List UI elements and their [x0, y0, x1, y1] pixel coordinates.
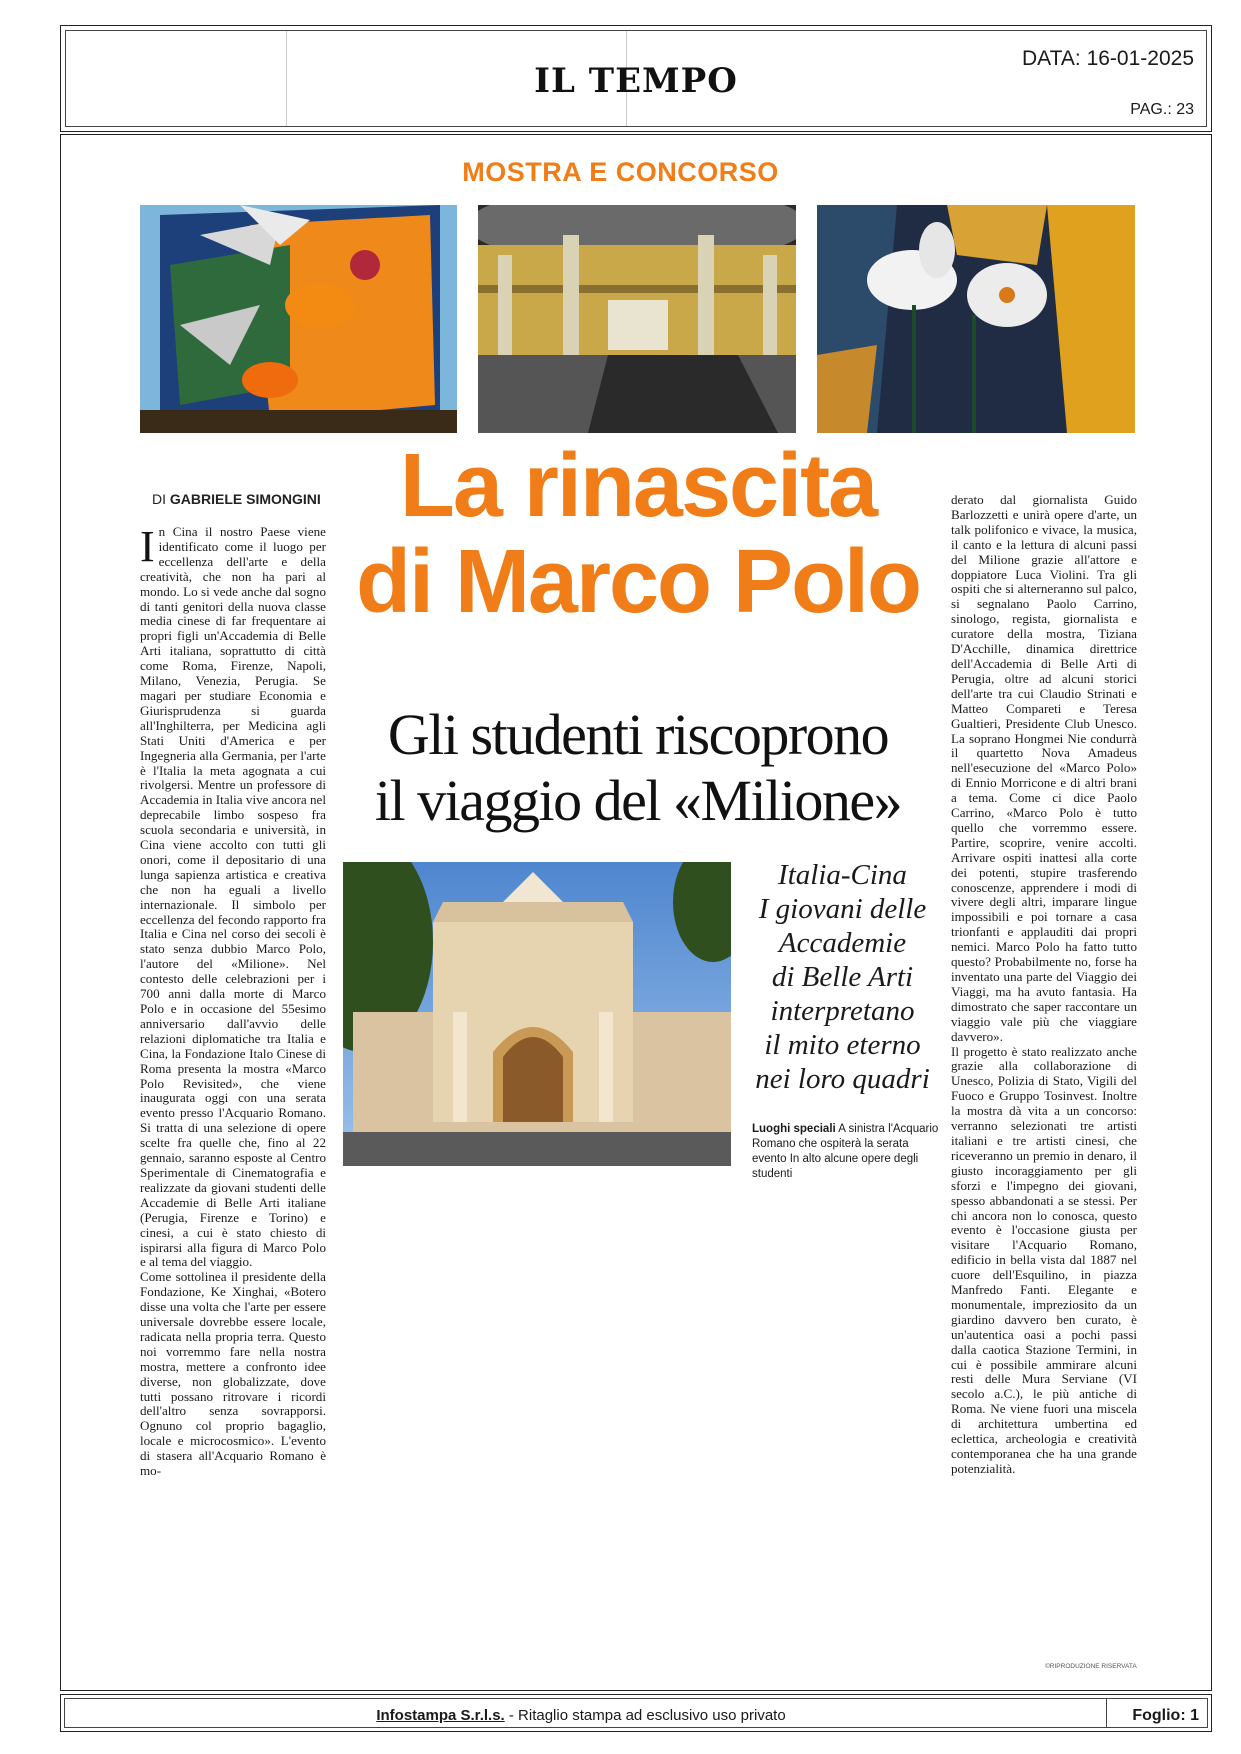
caption-text: A sinistra l'Acquario Romano che ospiterà la serata evento In alto alcune opere degli studenti [752, 1123, 939, 1180]
acquario-interior-photo [478, 205, 796, 433]
byline [152, 491, 321, 507]
byline-prefix: DI [152, 491, 166, 507]
headline-line-1: La rinascita [399, 436, 877, 536]
column-left-paragraph-2: Come sottolinea il presidente della Fondazione, Ke Xinghai, «Botero disse una volta che l'arte per essere universale dovrebbe essere locale, radicata nella propria terra. Questo noi vorremmo fare nella nostra mostra, mettere a confronto idee diverse, non globalizzate, dove tutti possano ritrovare i ricordi dell'altro senza sovrapporsi. Ognuno col proprio bagaglio, locale e microcosmico». L'evento di stasera all'Acquario Romano è mo- [140, 1269, 326, 1479]
footer-divider [1106, 1699, 1107, 1727]
column-left-paragraph-1: n Cina il nostro Paese viene identificato come il luogo per eccellenza dell'arte e della creatività, che non ha pari al mondo. Lo si vede anche dal sogno di tanti genitori della nuova classe media cinese di far frequentare ai propri figli un'Accademia di Belle Arti italiana, soprattutto di città come Roma, Firenze, Napoli, Milano, Venezia, Perugia. Se magari per studiare Economia e Giurisprudenza si guarda all'Inghilterra, per Medicina agli Stati Uniti d'America e per Ingegneria alla Germania, per l'arte è l'Italia la meta agognata a cui rivolgersi. Mentre un professore di Accademia in Italia vive ancora nel deprecabile limbo sospeso fra scuola secondaria e università, in Cina viene accolto con tutti gli onori, come il depositario di una lunga sapienza artistica e creativa che non ha eguali a livello internazionale. Il simbolo per eccellenza del fecondo rapporto fra Italia e Cina nel corso dei secoli è stato senza dubbio Marco Polo, l'autore del «Milione». Nel contesto delle celebrazioni per i 700 anni dalla morte di Marco Polo e in occasione del 55esimo anniversario dall'avvio delle relazioni diplomatiche tra Italia e Cina, la Fondazione Italo Cinese di Roma presenta la mostra «Marco Polo Revisited», che viene inaugurata oggi con una serata evento presso l'Acquario Romano. Si tratta di una selezione di opere scelte fra quelle che, fino al 22 gennaio, saranno esposte al Centro Sperimentale di Cinematografia e realizzate da giovani studenti delle Accademie di Belle Arti italiane (Perugia, Firenze e Torino) e cinesi, a cui è stato chiesto di ispirarsi alla figura di Marco Polo e al tema del viaggio. [140, 525, 326, 1270]
subheadline [338, 702, 938, 834]
pull-quote-line: il mito eterno [764, 1029, 921, 1061]
header-inner-frame [65, 30, 1207, 127]
section-kicker: MOSTRA E CONCORSO [462, 157, 779, 187]
copyright-notice: ©RIPRODUZIONE RISERVATA [1045, 1663, 1137, 1670]
artwork-white-lilies-photo [817, 205, 1135, 433]
subheadline-line-2: il viaggio del «Milione» [374, 768, 902, 833]
pull-quote-line: Italia-Cina [778, 859, 907, 891]
headline [338, 438, 938, 630]
author-name: GABRIELE SIMONGINI [169, 491, 321, 507]
publication-date: DATA: 16-01-2025 [1022, 47, 1194, 70]
column-right-paragraph-1: derato dal giornalista Guido Barlozzetti e unirà opere d'arte, un talk polifonico e vivace, la musica, il canto e la lettura di alcuni passi del Milione grazie all'attore e doppiatore Luca Violini. Tra gli ospiti che si alterneranno sul palco, si segnalano Paolo Carrino, sinologo, regista, giornalista e curatore della mostra, Tiziana D'Acchille, dinamica direttrice dell'Accademia di Belle Arti di Perugia, oltre ad alcuni storici dell'arte tra cui Claudio Strinati e Matteo Compareti e Teresa Gualtieri, Presidente Club Unesco. La soprano Hongmei Nie condurrà il quartetto Nova Amadeus nell'esecuzione del «Marco Polo» di Ennio Morricone e di altri brani a tema. Come ci dice Paolo Carrino, «Marco Polo è tutto quello che vorremmo essere. Partire, scoprire, venire accolti. Arrivare ospiti inattesi alla corte dei potenti, stupire trasferendo conoscenze, apprendere i modi di vivere degli altri, imparare lingue impossibili e poi tornare a casa trionfanti e applauditi dai propri nemici. Marco Polo ha fatto tutto questo? Probabilmente no, forse ha inventato una parte del Viaggio dei Viaggi, ma ha avuto fantasia. Ha dimostrato che saper raccontare un viaggio vale più che viaggiare davvero». [951, 493, 1137, 1044]
article-column-left [140, 525, 326, 1677]
column-right-paragraph-2: Il progetto è stato realizzato anche grazie alla collaborazione di Unesco, Polizia di Stato, Vigili del Fuoco e Gruppo Tosinvest. Inoltre la mostra dà vita a un concorso: verranno selezionati tre artisti italiani e tre artisti cinesi, che riceveranno un premio in denaro, il giusto incoraggiamento per gli sforzi e l'impegno dei giovani, spesso abbandonati a se stessi. Per chi ancora non lo conosca, questo evento è l'occasione giusta per visitare l'Acquario Romano, edificio in bella vista dal 1887 nel cuore dell'Esquilino, in piazza Manfredo Fanti. Elegante e monumentale, impreziosito da un giardino davvero ben curato, è un'autentica oasi a pochi passi dalla caotica Stazione Termini, in cui è possibile ammirare alcuni resti delle Mura Serviane (VI secolo a.C.), le più antiche di Roma. Ne viene fuori una miscela di architettura umbertina ed eclettica, archeologia e creatività contemporanea che ha una grande potenzialità. [951, 1043, 1137, 1476]
page-number: PAG.: 23 [1130, 101, 1194, 118]
pull-quote-line: Accademie [778, 927, 907, 959]
company-name: Infostampa S.r.l.s. [376, 1707, 505, 1724]
newspaper-masthead: IL TEMPO [534, 61, 738, 101]
pull-quote-line: interpretano [770, 995, 915, 1027]
footer-box [60, 1694, 1212, 1732]
photo-caption [752, 1122, 942, 1182]
header-box [60, 25, 1212, 132]
acquario-romano-facade-photo [343, 862, 731, 1166]
drop-cap: I [140, 525, 155, 571]
pull-quote [745, 858, 940, 1096]
pull-quote-line: I giovani delle [758, 893, 927, 925]
footer-inner-frame [64, 1698, 1208, 1728]
article-column-right [951, 493, 1137, 1655]
pull-quote-line: di Belle Arti [771, 961, 914, 993]
artwork-orange-lilies-photo [140, 205, 457, 433]
sheet-number: Foglio: 1 [1132, 1707, 1199, 1724]
pull-quote-line: nei loro quadri [755, 1063, 930, 1095]
headline-line-2: di Marco Polo [355, 532, 921, 632]
footer-notice [65, 1707, 1097, 1724]
subheadline-line-1: Gli studenti riscoprono [387, 702, 889, 767]
footer-note: - Ritaglio stampa ad esclusivo uso privato [504, 1707, 786, 1724]
caption-label: Luoghi speciali [752, 1123, 836, 1135]
